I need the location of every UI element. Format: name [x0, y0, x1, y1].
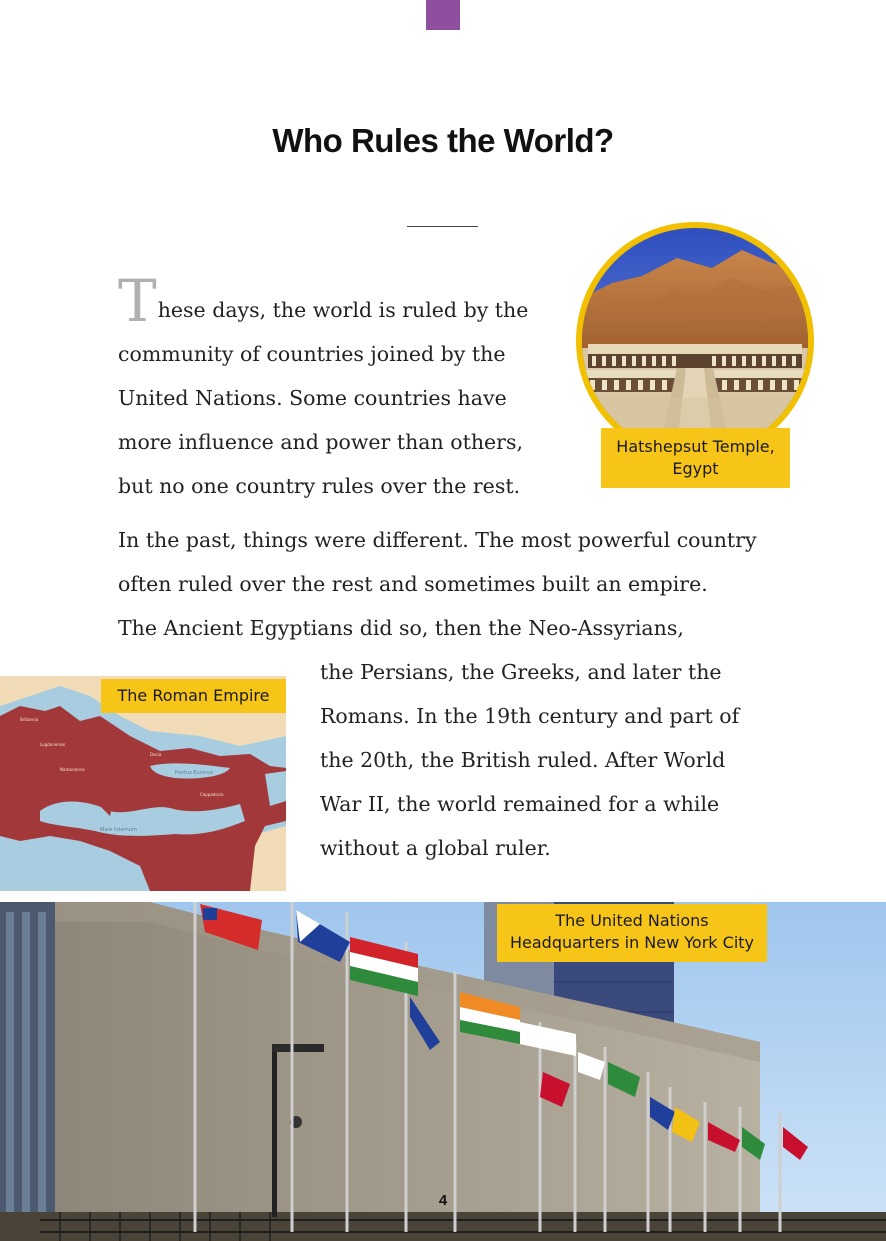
empires-line-1: the Persians, the Greeks, and later the [320, 660, 722, 684]
svg-text:Cappadocia: Cappadocia [200, 792, 224, 797]
svg-text:Mare Internum: Mare Internum [100, 827, 137, 833]
svg-text:Dacia: Dacia [150, 752, 162, 757]
empires-line-3: the 20th, the British ruled. After World [320, 748, 726, 772]
intro-line-3: United Nations. Some countries have [118, 386, 507, 410]
svg-text:Lugdunensis: Lugdunensis [40, 742, 66, 747]
temple-illustration [582, 228, 808, 454]
page-number: 4 [438, 1192, 448, 1209]
history-paragraph [118, 518, 757, 650]
page-title: Who Rules the World? [272, 122, 614, 159]
section-tab-marker [426, 0, 460, 30]
svg-text:Pontus Euxinus: Pontus Euxinus [175, 770, 214, 776]
empires-paragraph [320, 650, 739, 870]
intro-line-2: community of countries joined by the [118, 342, 506, 366]
intro-line-5: but no one country rules over the rest. [118, 474, 521, 498]
intro-paragraph [118, 267, 529, 508]
empires-line-4: War II, the world remained for a while [320, 792, 720, 816]
roman-empire-caption: The Roman Empire [101, 679, 286, 713]
intro-line-4: more influence and power than others, [118, 430, 523, 454]
history-line-1: In the past, things were different. The most powerful country [118, 528, 757, 552]
drop-cap: T [118, 267, 157, 335]
temple-caption: Hatshepsut Temple, Egypt [601, 428, 790, 488]
un-headquarters-caption: The United Nations Headquarters in New York City [497, 904, 767, 962]
svg-text:Narbonensis: Narbonensis [60, 767, 85, 772]
intro-line-1: These days, the world is ruled by the [118, 267, 529, 335]
empires-line-5: without a global ruler. [320, 836, 551, 860]
empires-line-2: Romans. In the 19th century and part of [320, 704, 740, 728]
title-divider [407, 226, 478, 227]
history-line-2: often ruled over the rest and sometimes built an empire. [118, 572, 708, 596]
svg-text:Britannia: Britannia [20, 717, 39, 722]
hatshepsut-temple-photo [576, 222, 814, 460]
history-line-3: The Ancient Egyptians did so, then the Neo-Assyrians, [118, 616, 684, 640]
